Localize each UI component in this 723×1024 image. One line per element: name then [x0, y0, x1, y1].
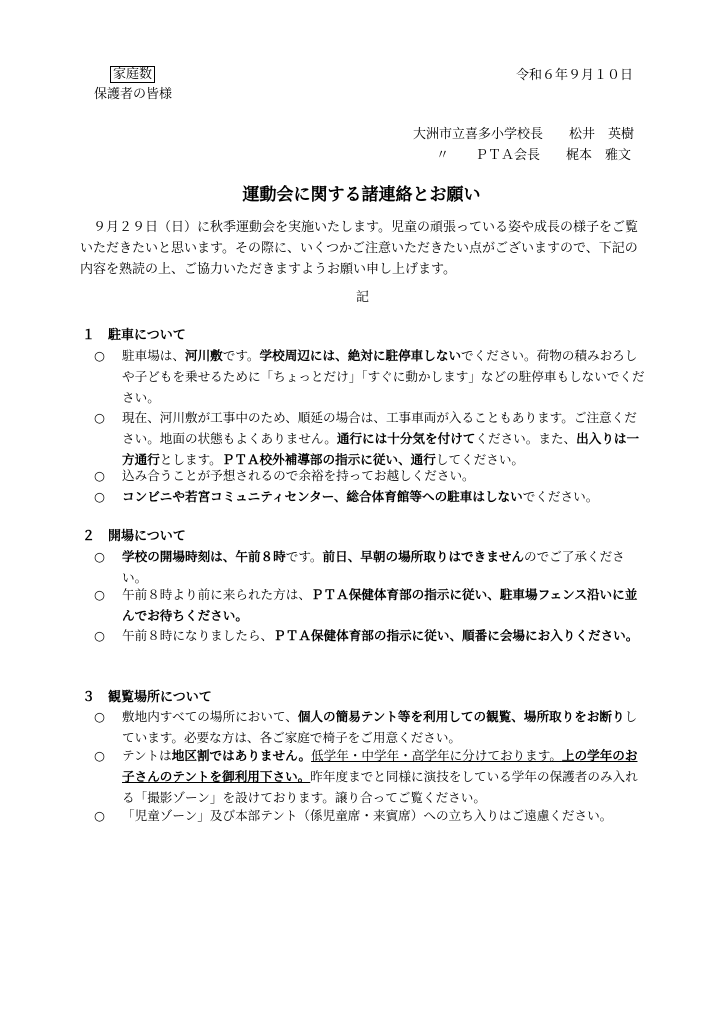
item-text: 込み合うことが予想されるので余裕を持ってお越しください。 [122, 468, 475, 483]
item-text: 敷地内すべての場所において、個人の簡易テント等を利用しての観覧、場所取りをお断りしています。必要な方は、各ご家庭で椅子をご用意ください。 [122, 709, 638, 745]
item-text: 学校の開場時刻は、午前８時です。前日、早朝の場所取りはできませんのでご了承ください。 [122, 549, 625, 585]
item-text: 午前８時より前に来られた方は、ＰＴＡ保健体育部の指示に従い、駐車場フェンス沿いに並んでお待ちください。 [122, 587, 638, 623]
bullet-icon: ○ [94, 549, 105, 564]
list-item [94, 407, 646, 470]
item-text: 午前８時になりましたら、ＰＴＡ保健体育部の指示に従い、順番に会場にお入りください。 [122, 628, 639, 643]
section-heading-parking: １ 駐車について [82, 328, 186, 343]
list-item [94, 345, 646, 408]
item-text: 「児童ゾーン」及び本部テント（係児童席・来賓席）への立ち入りはご遠慮ください。 [122, 808, 613, 823]
bullet-icon: ○ [94, 468, 105, 483]
list-item [94, 465, 646, 486]
intro-paragraph: ９月２９日（日）に秋季運動会を実施いたします。児童の頑張っている姿や成長の様子をご覧いただきたいと思います。その際に、いくつかご注意いただきたい点がございますので、下記の内容を熟読の上、ご協力いただきますようお願い申し上げます。 [80, 220, 638, 277]
list-item [94, 584, 646, 626]
section-heading-viewing: ３ 観覧場所について [82, 690, 212, 705]
list-item [94, 486, 646, 507]
sender-principal: 大洲市立喜多小学校長 松井 英樹 [413, 127, 635, 142]
bullet-icon: ○ [94, 628, 105, 643]
list-item [94, 745, 646, 808]
page-title: 運動会に関する諸連絡とお願い [242, 185, 481, 205]
recipient-box: 家庭数 [110, 65, 155, 84]
bullet-icon: ○ [94, 808, 105, 823]
item-text: テントは地区割ではありません。低学年・中学年・高学年に分けております。上の学年のお子さんのテントを御利用下さい。昨年度までと同様に演技をしている学年の保護者のみ入れる「撮影ゾーン」を設けております。譲り合ってご覧ください。 [122, 748, 638, 805]
sender-pta: 〃 ＰＴＡ会長 梶本 雅文 [436, 148, 632, 163]
date: 令和６年９月１０日 [515, 68, 633, 83]
item-text: コンビニや若宮コミュニティセンター、総合体育館等への駐車はしないでください。 [122, 489, 599, 504]
list-item [94, 546, 646, 588]
bullet-icon: ○ [94, 587, 105, 602]
list-item [94, 625, 646, 646]
bullet-icon: ○ [94, 410, 105, 425]
recipient: 保護者の皆様 [94, 87, 173, 102]
bullet-icon: ○ [94, 748, 105, 763]
bullet-icon: ○ [94, 709, 105, 724]
item-text: 駐車場は、河川敷です。学校周辺には、絶対に駐停車しないでください。荷物の積みおろしや子どもを乗せるために「ちょっとだけ」「すぐに動かします」などの駐停車もしないでください。 [122, 348, 645, 405]
bullet-icon: ○ [94, 348, 105, 363]
ki-marker: 記 [356, 290, 370, 305]
list-item [94, 706, 646, 748]
item-text: 現在、河川敷が工事中のため、順延の場合は、工事車両が入ることもあります。ご注意ください。地面の状態もよくありません。通行には十分気を付けてください。また、出入りは一方通行とします。ＰＴＡ校外補導部の指示に従い、通行してください。 [122, 410, 640, 467]
list-item [94, 805, 646, 826]
bullet-icon: ○ [94, 489, 105, 504]
section-heading-opening: ２ 開場について [82, 529, 186, 544]
